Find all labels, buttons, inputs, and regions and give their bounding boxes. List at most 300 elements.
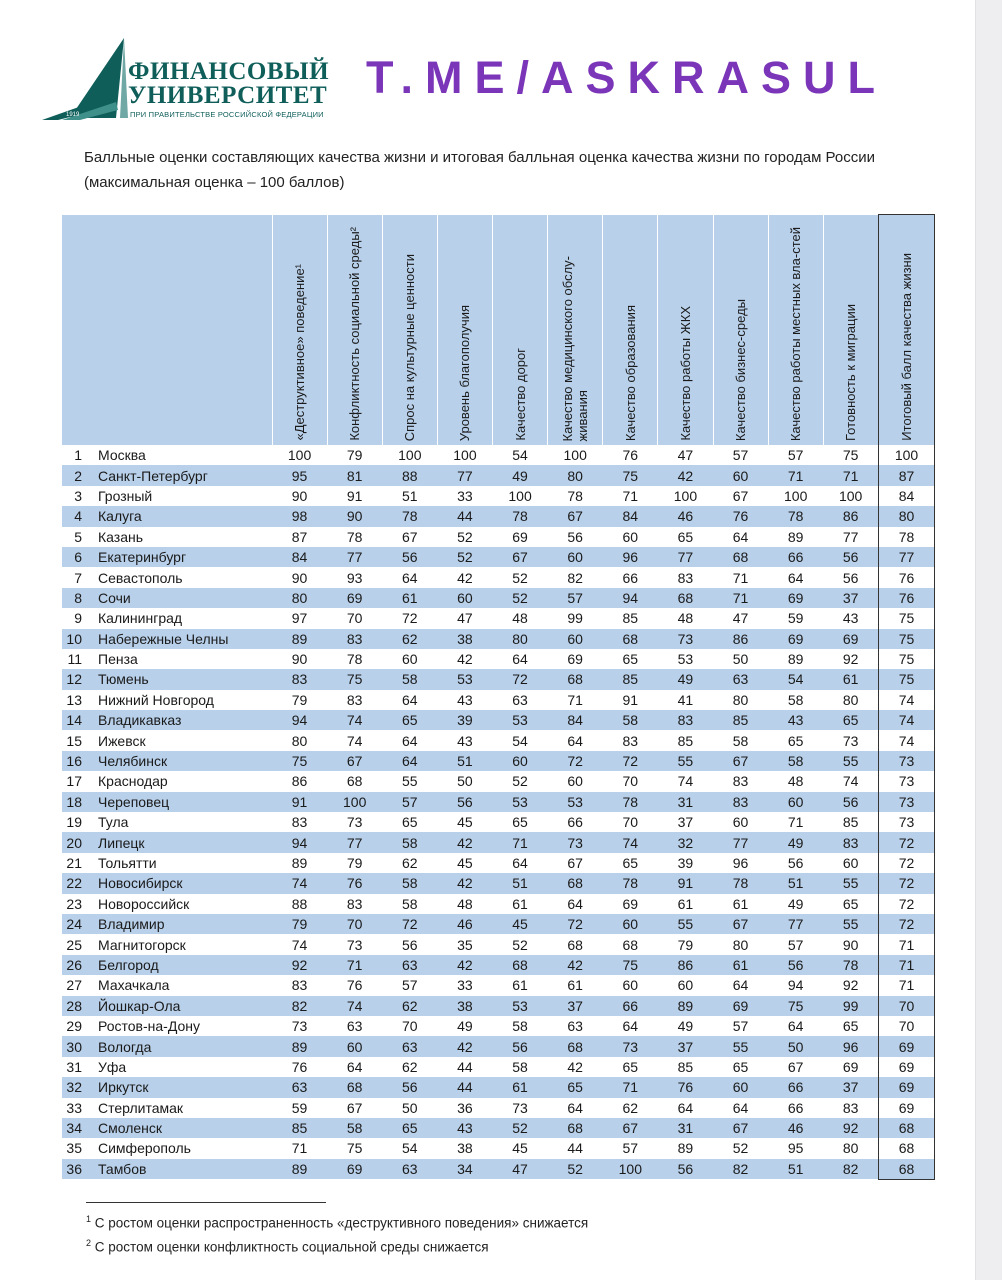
score-cell: 38 — [437, 629, 492, 649]
column-header: Качество образования — [603, 215, 658, 446]
rank-cell: 14 — [62, 710, 92, 730]
table-row — [62, 934, 935, 954]
page-edge — [975, 0, 1002, 1280]
score-cell: 82 — [272, 996, 327, 1016]
score-cell: 38 — [437, 996, 492, 1016]
score-cell: 99 — [823, 996, 878, 1016]
rank-cell: 18 — [62, 792, 92, 812]
score-cell: 92 — [842, 651, 859, 668]
score-cell: 83 — [842, 1099, 859, 1116]
score-cell: 51 — [768, 1159, 823, 1179]
table-row — [62, 1077, 935, 1097]
score-cell: 66 — [567, 814, 583, 831]
score-cell: 74 — [677, 773, 694, 790]
score-cell: 77 — [658, 547, 713, 567]
score-cell: 78 — [567, 487, 583, 504]
score-cell: 93 — [346, 569, 363, 586]
score-cell: 79 — [346, 447, 363, 464]
score-cell: 52 — [732, 1140, 749, 1157]
score-cell: 48 — [512, 610, 528, 627]
final-score-cell: 75 — [879, 669, 935, 689]
score-cell: 57 — [787, 936, 804, 953]
score-cell: 80 — [493, 629, 548, 649]
rank-cell: 21 — [66, 855, 82, 871]
table-row — [62, 465, 935, 485]
score-cell: 32 — [658, 832, 713, 852]
score-cell: 60 — [402, 651, 418, 668]
score-cell: 65 — [677, 528, 694, 545]
score-cell: 86 — [823, 506, 878, 526]
score-cell: 72 — [402, 610, 418, 627]
score-cell: 58 — [382, 873, 437, 893]
score-cell: 83 — [346, 691, 363, 708]
score-cell: 83 — [677, 569, 694, 586]
score-cell: 99 — [567, 610, 583, 627]
score-cell: 37 — [677, 814, 694, 831]
score-cell: 56 — [787, 855, 804, 871]
table-row — [62, 873, 935, 893]
final-score-cell: 68 — [879, 1138, 935, 1158]
final-score-cell: 72 — [879, 873, 935, 893]
score-cell: 69 — [842, 1058, 859, 1075]
score-cell: 83 — [327, 629, 382, 649]
score-cell: 63 — [713, 669, 768, 689]
score-cell: 78 — [603, 792, 658, 812]
score-cell: 57 — [732, 1018, 749, 1035]
city-cell: Череповец — [92, 792, 272, 812]
final-score-cell: 69 — [879, 1036, 935, 1056]
final-score-cell: 69 — [879, 1057, 935, 1077]
logo-line-3: ПРИ ПРАВИТЕЛЬСТВЕ РОССИЙСКОЙ ФЕДЕРАЦИИ — [130, 110, 324, 119]
footnote-divider — [86, 1202, 326, 1203]
score-cell: 74 — [291, 936, 308, 953]
score-cell: 61 — [823, 669, 878, 689]
score-cell: 50 — [768, 1036, 823, 1056]
column-header: Качество работы местных вла-стей — [768, 215, 823, 446]
rank-cell: 2 — [62, 465, 92, 485]
score-cell: 54 — [512, 732, 528, 749]
score-cell: 94 — [603, 588, 658, 608]
score-cell: 60 — [842, 855, 859, 871]
city-cell: Екатеринбург — [92, 547, 272, 567]
table-row — [62, 751, 935, 771]
score-cell: 91 — [346, 487, 363, 504]
score-cell: 65 — [732, 1058, 749, 1075]
score-cell: 85 — [713, 710, 768, 730]
score-cell: 60 — [493, 751, 548, 771]
score-cell: 60 — [548, 547, 603, 567]
score-cell: 42 — [437, 955, 492, 975]
score-cell: 56 — [567, 528, 583, 545]
score-cell: 77 — [327, 547, 382, 567]
city-cell: Ростов-на-Дону — [98, 1018, 200, 1035]
score-cell: 100 — [838, 487, 863, 504]
score-cell: 58 — [382, 669, 437, 689]
final-score-cell: 77 — [879, 547, 935, 567]
column-header: Конфликтность социальной среды² — [327, 215, 382, 446]
final-score-cell: 76 — [879, 588, 935, 608]
score-cell: 51 — [437, 751, 492, 771]
score-cell: 43 — [768, 710, 823, 730]
city-cell: Набережные Челны — [92, 629, 272, 649]
score-cell: 52 — [512, 936, 528, 953]
table-row — [62, 588, 935, 608]
table-row — [62, 690, 935, 710]
score-cell: 66 — [768, 547, 823, 567]
score-cell: 96 — [732, 855, 749, 871]
table-row — [62, 669, 935, 689]
score-cell: 63 — [382, 955, 437, 975]
table-row — [62, 1016, 935, 1036]
city-cell: Нижний Новгород — [98, 691, 214, 708]
score-cell: 67 — [402, 528, 418, 545]
rank-cell: 7 — [74, 569, 82, 586]
score-cell: 75 — [842, 447, 859, 464]
logo-emblem-icon — [40, 36, 136, 122]
score-cell: 51 — [493, 873, 548, 893]
score-cell: 77 — [713, 832, 768, 852]
score-cell: 79 — [346, 855, 363, 871]
score-cell: 94 — [272, 832, 327, 852]
city-cell: Тула — [98, 814, 129, 831]
score-cell: 65 — [842, 1018, 859, 1035]
score-cell: 62 — [622, 1099, 639, 1116]
score-cell: 60 — [768, 792, 823, 812]
score-cell: 79 — [272, 914, 327, 934]
final-score-cell: 73 — [879, 751, 935, 771]
final-score-cell: 75 — [879, 629, 935, 649]
final-score-cell: 87 — [879, 465, 935, 485]
score-cell: 67 — [713, 751, 768, 771]
city-cell: Сочи — [92, 588, 272, 608]
score-cell: 78 — [346, 528, 363, 545]
score-cell: 60 — [327, 1036, 382, 1056]
score-cell: 100 — [563, 447, 587, 464]
score-cell: 92 — [272, 955, 327, 975]
column-header: Качество бизнес-среды — [713, 215, 768, 446]
score-cell: 66 — [603, 996, 658, 1016]
score-cell: 78 — [346, 651, 363, 668]
score-cell: 31 — [658, 1118, 713, 1138]
score-cell: 51 — [768, 873, 823, 893]
score-cell: 82 — [823, 1159, 878, 1179]
score-cell: 89 — [677, 1140, 694, 1157]
score-cell: 65 — [622, 855, 639, 871]
score-cell: 77 — [437, 465, 492, 485]
score-cell: 69 — [768, 588, 823, 608]
score-cell: 64 — [402, 691, 418, 708]
score-cell: 66 — [787, 1099, 804, 1116]
score-cell: 71 — [603, 1077, 658, 1097]
score-cell: 53 — [677, 651, 694, 668]
score-cell: 67 — [346, 1099, 363, 1116]
city-cell: Тамбов — [92, 1159, 272, 1179]
score-cell: 75 — [272, 751, 327, 771]
score-cell: 69 — [823, 629, 878, 649]
final-score-cell: 72 — [879, 894, 935, 914]
score-cell: 73 — [512, 1099, 528, 1116]
rank-cell: 9 — [74, 610, 82, 627]
column-header: Уровень благополучия — [437, 215, 492, 446]
city-cell: Владимир — [92, 914, 272, 934]
score-cell: 80 — [842, 691, 859, 708]
score-cell: 100 — [508, 487, 532, 504]
score-cell: 61 — [512, 895, 528, 912]
score-cell: 75 — [327, 669, 382, 689]
city-cell: Уфа — [98, 1058, 127, 1075]
score-cell: 55 — [658, 751, 713, 771]
score-cell: 45 — [457, 855, 473, 871]
score-cell: 64 — [732, 1099, 749, 1116]
score-cell: 60 — [567, 773, 583, 790]
score-cell: 85 — [677, 732, 694, 749]
table-row — [62, 996, 935, 1016]
score-cell: 63 — [272, 1077, 327, 1097]
rank-header — [62, 215, 92, 446]
score-cell: 61 — [567, 977, 583, 994]
score-cell: 71 — [823, 465, 878, 485]
score-cell: 67 — [548, 506, 603, 526]
column-header: «Деструктивное» поведение¹ — [272, 215, 327, 446]
city-cell: Калуга — [92, 506, 272, 526]
score-cell: 87 — [291, 528, 308, 545]
score-cell: 61 — [713, 955, 768, 975]
score-cell: 58 — [327, 1118, 382, 1138]
score-cell: 83 — [732, 773, 749, 790]
table-row — [62, 792, 935, 812]
score-cell: 58 — [402, 895, 418, 912]
score-cell: 37 — [823, 588, 878, 608]
score-cell: 56 — [658, 1159, 713, 1179]
score-cell: 68 — [713, 547, 768, 567]
score-cell: 63 — [512, 691, 528, 708]
score-cell: 42 — [658, 465, 713, 485]
score-cell: 73 — [548, 832, 603, 852]
score-cell: 61 — [493, 1077, 548, 1097]
rank-cell: 13 — [66, 691, 82, 708]
city-cell: Иркутск — [92, 1077, 272, 1097]
score-cell: 94 — [272, 710, 327, 730]
score-cell: 56 — [768, 955, 823, 975]
score-cell: 95 — [787, 1140, 804, 1157]
score-cell: 42 — [457, 569, 473, 586]
score-cell: 49 — [658, 669, 713, 689]
score-cell: 83 — [291, 977, 308, 994]
city-cell: Москва — [98, 447, 146, 464]
score-cell: 52 — [437, 547, 492, 567]
score-cell: 80 — [732, 691, 749, 708]
score-cell: 57 — [732, 447, 749, 464]
score-cell: 63 — [382, 1036, 437, 1056]
rank-cell: 3 — [74, 487, 82, 504]
score-cell: 50 — [457, 773, 473, 790]
score-cell: 60 — [713, 1077, 768, 1097]
score-cell: 71 — [493, 832, 548, 852]
score-cell: 60 — [677, 977, 694, 994]
score-cell: 78 — [713, 873, 768, 893]
score-cell: 63 — [567, 1018, 583, 1035]
footnote-2: $^2$ С ростом оценки конфликтность социальной среды снижается — [86, 1238, 489, 1255]
column-header: Качество работы ЖКХ — [658, 215, 713, 446]
score-cell: 96 — [823, 1036, 878, 1056]
score-cell: 56 — [402, 936, 418, 953]
score-cell: 90 — [291, 651, 308, 668]
rank-cell: 6 — [62, 547, 92, 567]
score-cell: 80 — [548, 465, 603, 485]
score-cell: 71 — [768, 465, 823, 485]
city-cell: Вологда — [92, 1036, 272, 1056]
score-cell: 57 — [622, 1140, 639, 1157]
rank-cell: 31 — [66, 1058, 82, 1075]
score-cell: 42 — [437, 832, 492, 852]
score-cell: 49 — [787, 895, 804, 912]
rank-cell: 5 — [74, 528, 82, 545]
watermark-link: T.ME/ASKRASUL — [366, 52, 888, 103]
score-cell: 69 — [622, 895, 639, 912]
score-cell: 64 — [787, 569, 804, 586]
score-cell: 100 — [398, 447, 422, 464]
score-cell: 89 — [787, 528, 804, 545]
final-score-cell: 75 — [879, 608, 935, 628]
score-cell: 60 — [622, 528, 639, 545]
score-cell: 70 — [622, 814, 639, 831]
score-cell: 67 — [732, 487, 749, 504]
rank-cell: 19 — [66, 814, 82, 831]
score-cell: 76 — [346, 977, 363, 994]
table-row — [62, 955, 935, 975]
score-cell: 58 — [382, 832, 437, 852]
document-title: Балльные оценки составляющих качества жизни и итоговая балльная оценка качества жизни по городам России (максимальная оценка – 100 баллов) — [84, 149, 875, 191]
score-cell: 55 — [823, 751, 878, 771]
score-cell: 68 — [548, 669, 603, 689]
score-cell: 60 — [732, 814, 749, 831]
score-cell: 65 — [382, 1118, 437, 1138]
score-cell: 75 — [768, 996, 823, 1016]
column-header: Спрос на культурные ценности — [382, 215, 437, 446]
score-cell: 52 — [493, 588, 548, 608]
score-cell: 68 — [327, 1077, 382, 1097]
score-cell: 69 — [327, 588, 382, 608]
score-cell: 82 — [567, 569, 583, 586]
score-cell: 80 — [291, 732, 308, 749]
score-cell: 55 — [402, 773, 418, 790]
score-cell: 64 — [402, 732, 418, 749]
rank-cell: 25 — [66, 936, 82, 953]
score-cell: 58 — [512, 1018, 528, 1035]
city-header — [92, 215, 272, 446]
city-cell: Стерлитамак — [98, 1099, 184, 1116]
city-cell: Махачкала — [98, 977, 170, 994]
score-cell: 67 — [327, 751, 382, 771]
rank-cell: 24 — [62, 914, 92, 934]
score-cell: 86 — [658, 955, 713, 975]
score-cell: 58 — [512, 1058, 528, 1075]
score-cell: 50 — [732, 651, 749, 668]
score-cell: 62 — [382, 629, 437, 649]
score-cell: 71 — [291, 1140, 308, 1157]
score-cell: 61 — [382, 588, 437, 608]
rank-cell: 20 — [62, 832, 92, 852]
score-cell: 64 — [677, 1099, 694, 1116]
score-cell: 69 — [713, 996, 768, 1016]
score-cell: 71 — [622, 487, 639, 504]
score-cell: 56 — [842, 569, 859, 586]
score-cell: 64 — [732, 528, 749, 545]
score-cell: 73 — [658, 629, 713, 649]
city-cell: Калининград — [98, 610, 183, 627]
score-cell: 68 — [567, 936, 583, 953]
city-cell: Владикавказ — [92, 710, 272, 730]
university-logo — [40, 36, 330, 122]
score-cell: 64 — [512, 855, 528, 871]
score-cell: 91 — [272, 792, 327, 812]
final-score-cell: 69 — [879, 1077, 935, 1097]
score-cell: 89 — [272, 1159, 327, 1179]
score-cell: 42 — [437, 1036, 492, 1056]
score-cell: 60 — [437, 588, 492, 608]
city-cell: Йошкар-Ола — [92, 996, 272, 1016]
score-cell: 49 — [493, 465, 548, 485]
score-cell: 72 — [548, 751, 603, 771]
score-cell: 74 — [327, 996, 382, 1016]
score-cell: 46 — [437, 914, 492, 934]
city-cell: Краснодар — [98, 773, 168, 790]
rank-cell: 11 — [67, 651, 82, 668]
score-cell: 76 — [658, 1077, 713, 1097]
score-cell: 47 — [732, 610, 749, 627]
score-cell: 52 — [457, 528, 473, 545]
final-score-cell: 74 — [879, 690, 935, 710]
score-cell: 81 — [327, 465, 382, 485]
final-score-cell: 80 — [879, 506, 935, 526]
score-cell: 82 — [713, 1159, 768, 1179]
score-cell: 85 — [842, 814, 859, 831]
city-cell: Тюмень — [92, 669, 272, 689]
score-cell: 100 — [784, 487, 808, 504]
table-row — [62, 832, 935, 852]
score-cell: 37 — [548, 996, 603, 1016]
score-cell: 33 — [457, 487, 473, 504]
score-cell: 83 — [622, 732, 639, 749]
score-cell: 88 — [382, 465, 437, 485]
score-cell: 72 — [493, 669, 548, 689]
score-cell: 68 — [548, 1036, 603, 1056]
table-row — [62, 1138, 935, 1158]
score-cell: 44 — [457, 1058, 473, 1075]
table-row — [62, 914, 935, 934]
score-cell: 79 — [677, 936, 694, 953]
score-cell: 71 — [732, 569, 749, 586]
score-cell: 77 — [327, 832, 382, 852]
rank-cell: 10 — [62, 629, 92, 649]
score-cell: 56 — [823, 547, 878, 567]
score-cell: 80 — [732, 936, 749, 953]
score-cell: 43 — [437, 1118, 492, 1138]
score-cell: 62 — [382, 996, 437, 1016]
score-cell: 59 — [787, 610, 804, 627]
score-cell: 74 — [842, 773, 859, 790]
score-cell: 45 — [512, 1140, 528, 1157]
city-cell: Тольятти — [98, 855, 157, 871]
score-cell: 92 — [823, 1118, 878, 1138]
table-row — [62, 506, 935, 526]
final-score-cell: 73 — [879, 792, 935, 812]
score-cell: 62 — [402, 1058, 418, 1075]
score-cell: 44 — [437, 1077, 492, 1097]
score-cell: 35 — [457, 936, 473, 953]
score-cell: 42 — [567, 1058, 583, 1075]
final-score-cell: 68 — [879, 1159, 935, 1179]
